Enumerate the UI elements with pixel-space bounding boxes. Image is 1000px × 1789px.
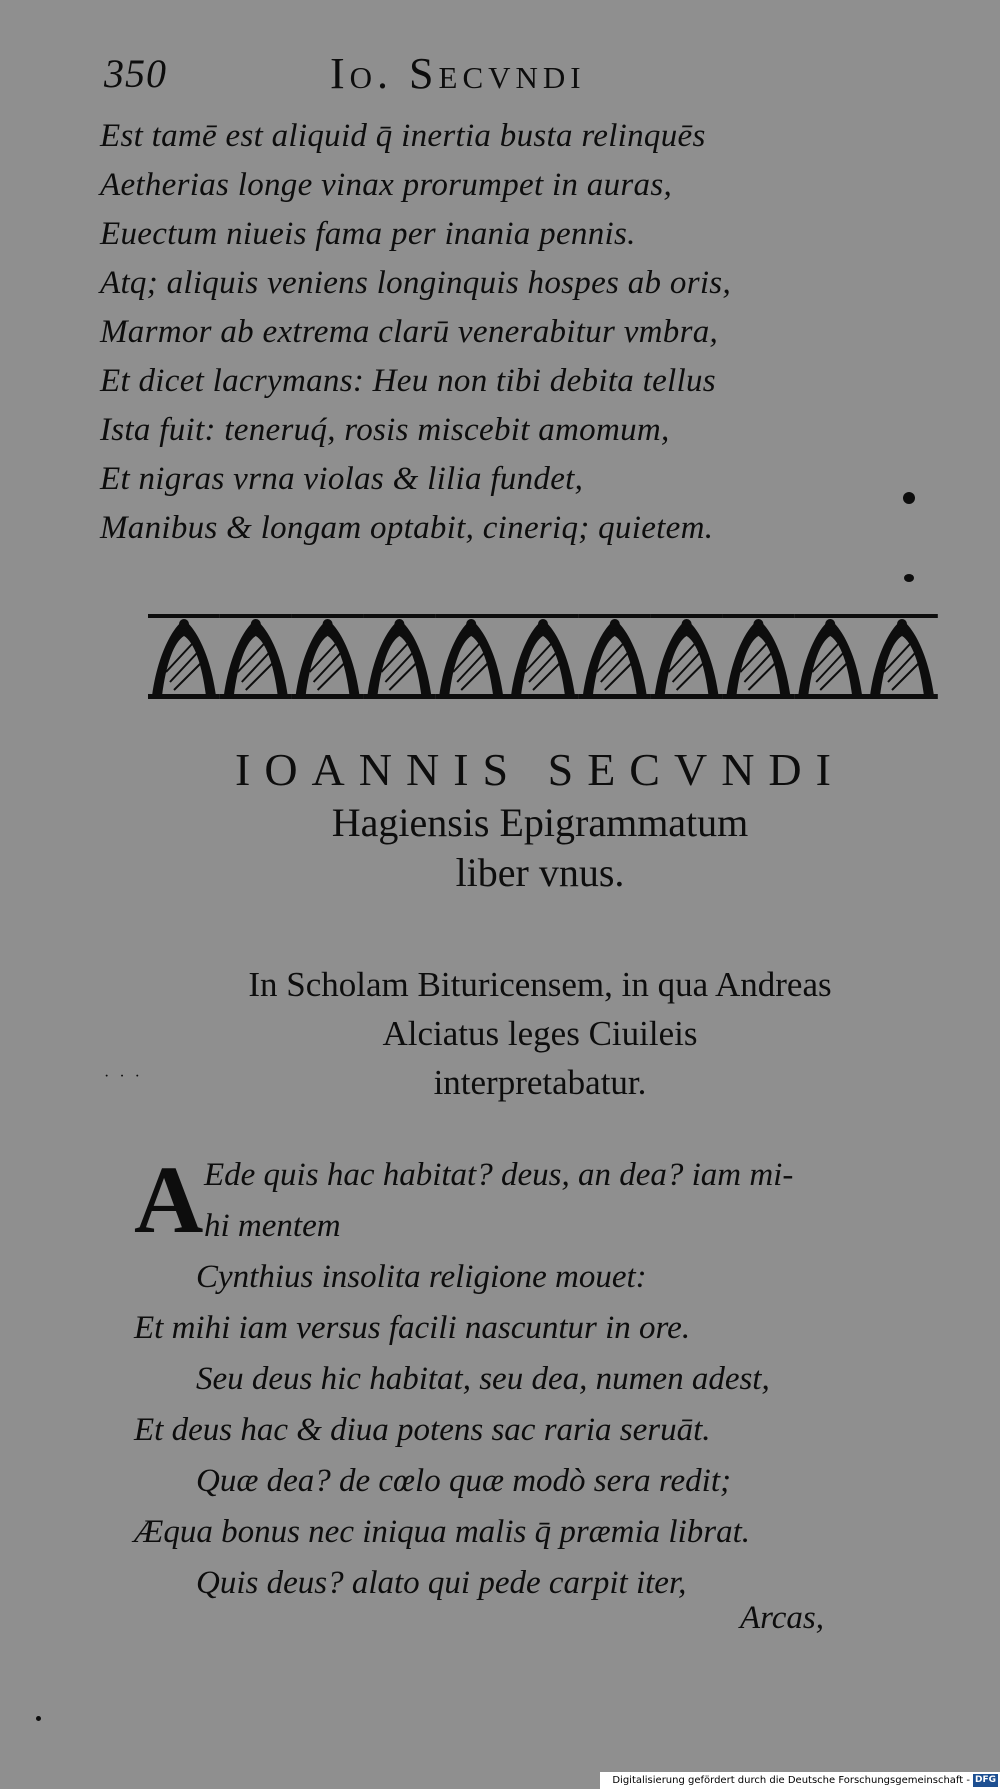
verse-line: Ista fuit: teneruq́, rosis miscebit amomum, bbox=[100, 412, 670, 448]
poem-line: Quæ dea? de cœlo quæ modò sera redit; bbox=[196, 1463, 731, 1499]
stray-ink-marks: · · · bbox=[104, 1068, 143, 1085]
verse-line: Est tamē est aliquid q̄ inertia busta relinquēs bbox=[100, 118, 706, 154]
ornament-unit bbox=[579, 614, 651, 699]
subtitle-line: interpretabatur. bbox=[433, 1063, 647, 1102]
ornament-unit bbox=[794, 614, 866, 699]
digitization-footer bbox=[600, 1772, 1000, 1789]
decorative-ornament-band bbox=[148, 612, 938, 702]
poem-line: Ede quis hac habitat? deus, an dea? iam mi- bbox=[204, 1157, 794, 1193]
heading-book-line: liber vnus. bbox=[455, 850, 625, 895]
heading-title-line: Hagiensis Epigrammatum bbox=[331, 800, 749, 845]
verse-line: Et dicet lacrymans: Heu non tibi debita tellus bbox=[100, 363, 716, 399]
dfg-logo: DFG bbox=[974, 1775, 996, 1785]
ornament-unit bbox=[148, 614, 220, 699]
heading-author: IOANNIS SECVNDI bbox=[235, 744, 845, 795]
poem-subtitle bbox=[140, 960, 940, 1107]
poem-line: hi mentem bbox=[204, 1208, 341, 1244]
poem-line: Cynthius insolita religione mouet: bbox=[196, 1259, 647, 1295]
ink-blot-mark bbox=[903, 492, 915, 504]
verse-line: Atq; aliquis veniens longinquis hospes ab oris, bbox=[100, 265, 731, 301]
poem-line: Quis deus? alato qui pede carpit iter, bbox=[196, 1565, 687, 1601]
ornament-unit bbox=[722, 614, 794, 699]
verse-line: Euectum niueis fama per inania pennis. bbox=[100, 216, 636, 252]
verse-line: Manibus & longam optabit, cineriq; quietem. bbox=[100, 510, 714, 546]
ornament-unit bbox=[866, 614, 938, 699]
subtitle-line: In Scholam Bituricensem, in qua Andreas bbox=[248, 965, 832, 1004]
running-title: Io. Secvndi bbox=[330, 49, 586, 98]
section-heading bbox=[110, 742, 970, 898]
ornament-unit bbox=[435, 614, 507, 699]
ornament-unit bbox=[220, 614, 292, 699]
poem-line: Et mihi iam versus facili nascuntur in ore. bbox=[134, 1310, 691, 1346]
verse-block bbox=[100, 112, 960, 553]
ornament-unit bbox=[363, 614, 435, 699]
ink-speck bbox=[36, 1716, 41, 1721]
ornament-unit bbox=[507, 614, 579, 699]
catchword: Arcas, bbox=[740, 1600, 825, 1636]
ink-blot-mark bbox=[904, 574, 914, 582]
subtitle-line: Alciatus leges Ciuileis bbox=[382, 1014, 698, 1053]
footer-credit: Digitalisierung gefördert durch die Deutsche Forschungsgemeinschaft - bbox=[612, 1775, 970, 1786]
ornament-unit bbox=[292, 614, 364, 699]
poem-line: Seu deus hic habitat, seu dea, numen adest, bbox=[196, 1361, 770, 1397]
drop-cap-initial: A bbox=[134, 1146, 204, 1253]
verse-line: Marmor ab extrema clarū venerabitur vmbra, bbox=[100, 314, 719, 350]
page-number: 350 bbox=[104, 51, 167, 96]
ornament-unit bbox=[651, 614, 723, 699]
poem-line: Et deus hac & diua potens sac raria seruāt. bbox=[134, 1412, 711, 1448]
page-header bbox=[100, 44, 920, 104]
epigram-poem bbox=[134, 1146, 974, 1609]
verse-line: Aetherias longe vinax prorumpet in auras, bbox=[100, 167, 673, 203]
poem-line: Æqua bonus nec iniqua malis q̄ præmia librat. bbox=[134, 1514, 751, 1550]
verse-line: Et nigras vrna violas & lilia fundet, bbox=[100, 461, 584, 497]
